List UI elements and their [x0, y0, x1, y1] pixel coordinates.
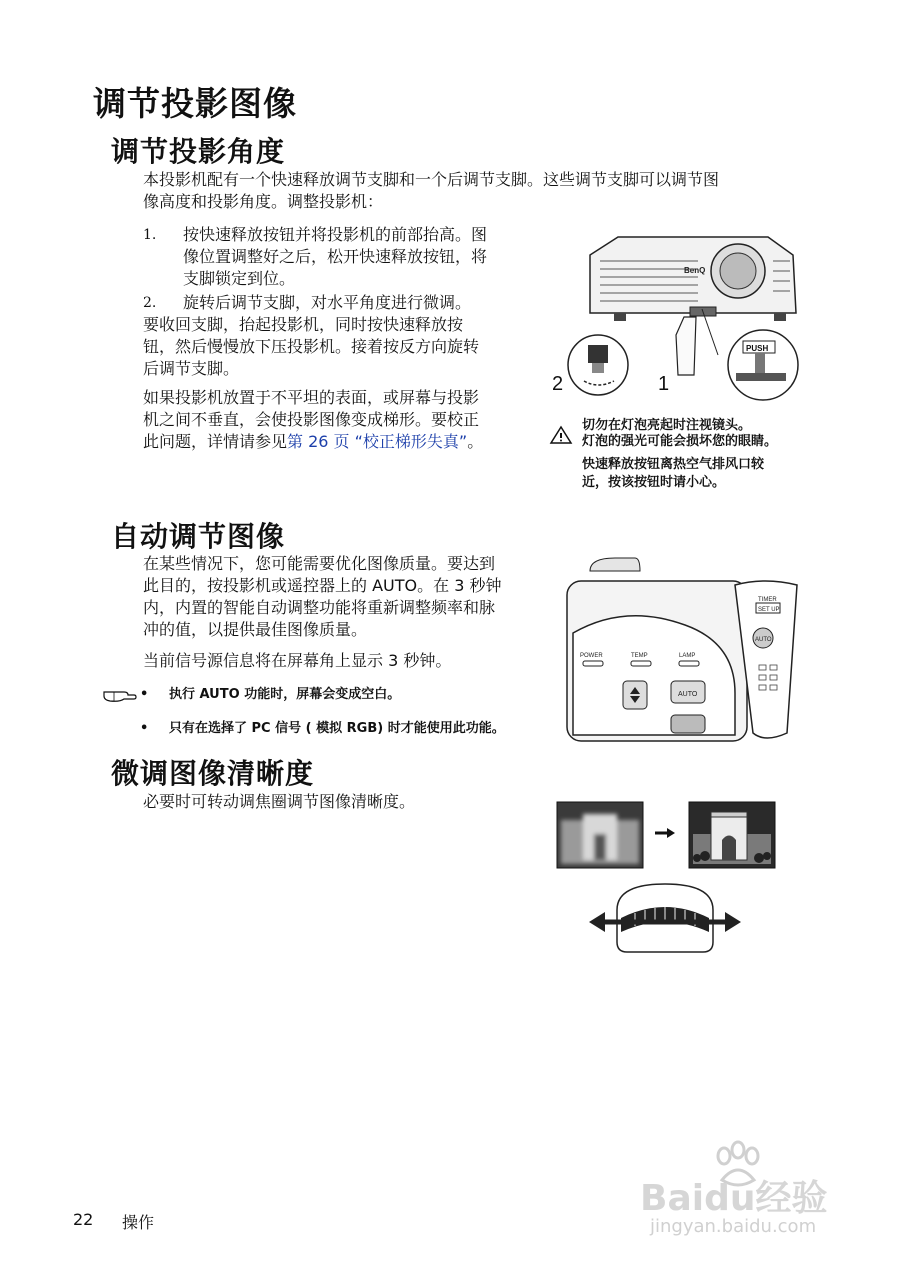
step-2-number: 2. [143, 295, 157, 311]
sharp-image-thumbnail [689, 802, 775, 868]
signal-info-paragraph: 当前信号源信息将在屏幕角上显示 3 秒钟。 [143, 651, 452, 670]
warning-line-1: 切勿在灯泡亮起时注视镜头。 [582, 418, 752, 433]
remote-setup-label: SET UP [758, 607, 780, 613]
panel-label-lamp: LAMP [679, 653, 696, 659]
auto-paragraph-line-2: 此目的，按投影机或遥控器上的 AUTO。在 3 秒钟 [143, 576, 502, 595]
push-label: PUSH [746, 344, 769, 353]
figure-label-1: 1 [658, 373, 670, 395]
hand-push-inset [658, 309, 718, 395]
auto-button-figure [565, 553, 810, 748]
note-2-bullet: • [140, 721, 149, 736]
retract-line-1: 要收回支脚，抬起投影机，同时按快速释放按 [143, 315, 464, 334]
step-1-line-2: 像位置调整好之后，松开快速释放按钮，将 [183, 247, 488, 266]
rear-foot-inset [552, 335, 628, 395]
blurred-image-thumbnail [557, 802, 643, 868]
keystone-line-3 [143, 431, 483, 453]
projector-body [590, 237, 796, 321]
keystone-line-3-suffix: 。 [467, 432, 484, 451]
brand-logo: BenQ [684, 266, 706, 275]
step-2-line-1: 旋转后调节支脚，对水平角度进行微调。 [183, 293, 472, 312]
page-number: 22 [73, 1210, 94, 1229]
figure-label-2: 2 [552, 373, 564, 395]
retract-line-3: 后调节支脚。 [143, 359, 240, 378]
keystone-line-1: 如果投影机放置于不平坦的表面，或屏幕与投影 [143, 388, 480, 407]
warning-line-2: 灯泡的强光可能会损坏您的眼睛。 [582, 434, 778, 449]
intro-line-1: 本投影机配有一个快速释放调节支脚和一个后调节支脚。这些调节支脚可以调节图 [143, 170, 720, 189]
watermark-title: Baidu经验 [640, 1178, 828, 1219]
remote-auto-label: AUTO [755, 637, 772, 643]
keystone-line-3-prefix: 此问题，详情请参见 [143, 432, 288, 451]
focus-paragraph: 必要时可转动调焦圈调节图像清晰度。 [143, 792, 416, 811]
step-1-line-3: 支脚锁定到位。 [183, 269, 296, 288]
step-1-number: 1. [143, 227, 157, 243]
panel-label-temp: TEMP [631, 653, 648, 659]
section-heading-auto-adjust: 自动调节图像 [111, 520, 286, 553]
note-1-text: 执行 AUTO 功能时，屏幕会变成空白。 [169, 687, 401, 702]
footer-section-label: 操作 [122, 1213, 155, 1232]
pointing-hand-icon [102, 686, 138, 704]
auto-paragraph-line-1: 在某些情况下，您可能需要优化图像质量。要达到 [143, 554, 496, 573]
keystone-line-2: 机之间不垂直，会使投影图像变成梯形。要校正 [143, 410, 480, 429]
baidu-watermark [640, 1140, 870, 1240]
panel-auto-label: AUTO [678, 691, 698, 698]
panel-label-power: POWER [580, 653, 603, 659]
auto-paragraph-line-3: 内，内置的智能自动调整功能将重新调整频率和脉 [143, 598, 496, 617]
push-button-inset [728, 330, 798, 400]
auto-paragraph-line-4: 冲的值，以提供最佳图像质量。 [143, 620, 368, 639]
focus-figure [555, 800, 777, 960]
caution-line-2: 近，按该按钮时请小心。 [582, 475, 726, 490]
arrow-right-icon [655, 828, 675, 838]
projector-adjustment-figure [548, 225, 808, 405]
section-heading-projection-angle: 调节投影角度 [111, 135, 286, 168]
intro-line-2: 像高度和投影角度。调整投影机： [143, 192, 384, 211]
projector-panel-illustration [567, 558, 747, 741]
focus-ring-icon [589, 884, 741, 952]
page-title: 调节投影图像 [93, 84, 297, 123]
note-2-text: 只有在选择了 PC 信号 ( 模拟 RGB) 时才能使用此功能。 [169, 721, 505, 736]
note-1-bullet: • [140, 687, 149, 702]
remote-timer-label: TIMER [758, 597, 777, 603]
panel-up-button [623, 681, 647, 709]
watermark-url: jingyan.baidu.com [650, 1216, 817, 1237]
warning-icon [549, 425, 573, 445]
keystone-correction-link[interactable]: 第 26 页 “校正梯形失真” [287, 432, 468, 451]
caution-line-1: 快速释放按钮离热空气排风口较 [582, 457, 765, 472]
retract-line-2: 钮，然后慢慢放下压投影机。接着按反方向旋转 [143, 337, 480, 356]
section-heading-focus: 微调图像清晰度 [111, 757, 315, 790]
step-1-line-1: 按快速释放按钮并将投影机的前部抬高。图 [183, 225, 488, 244]
